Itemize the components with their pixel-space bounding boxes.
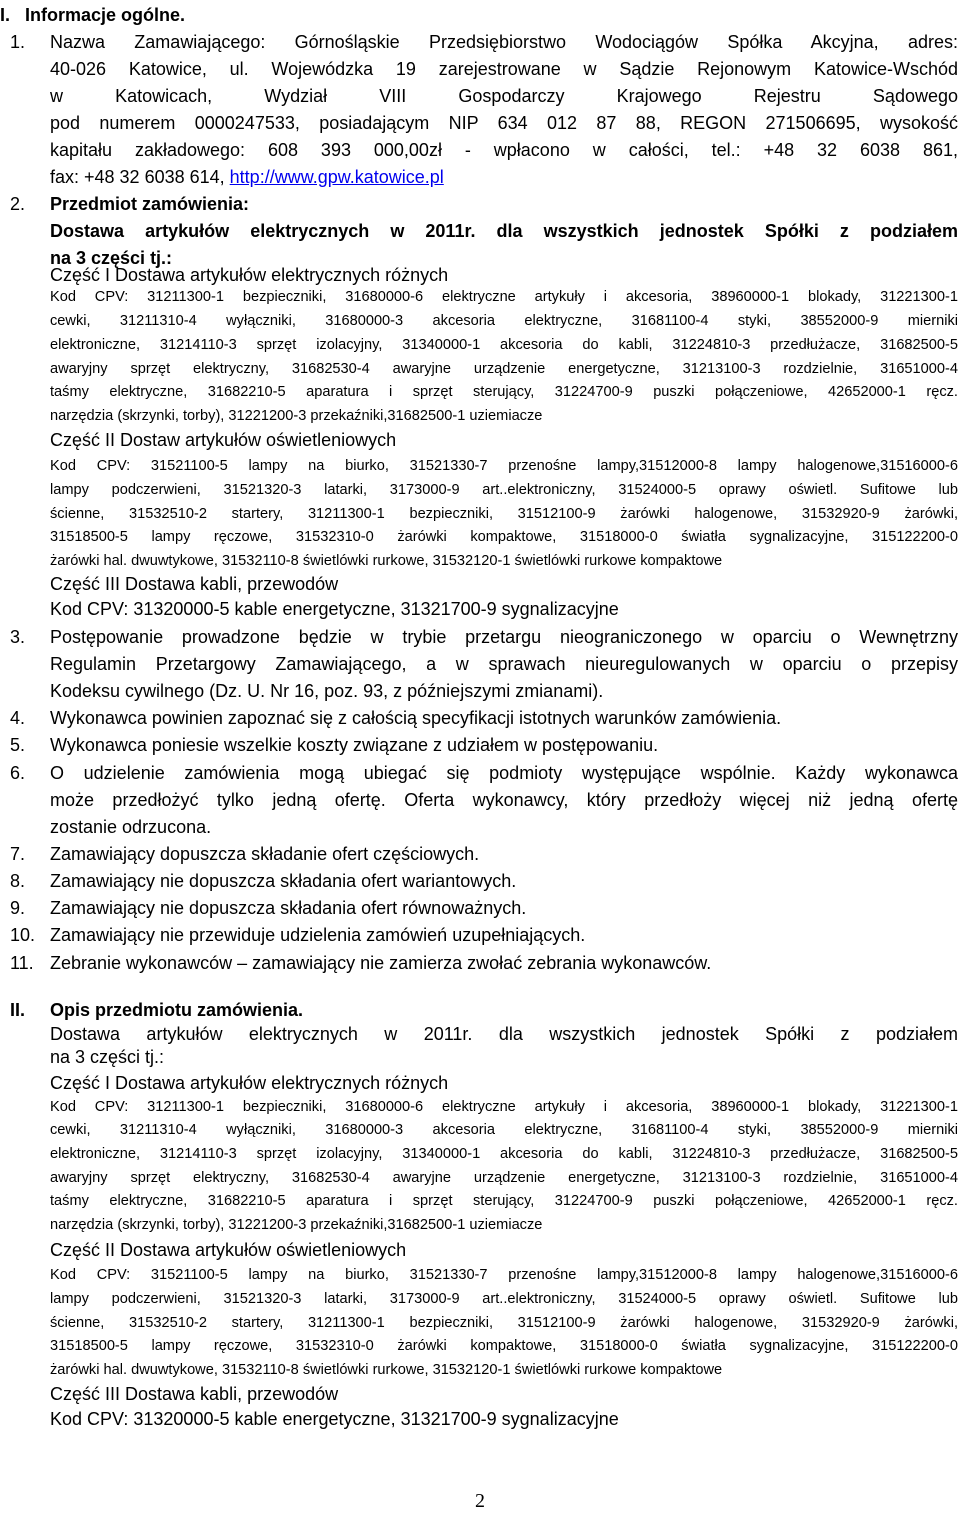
item-5-line: Wykonawca poniesie wszelkie koszty związane z udziałem w postępowaniu. xyxy=(50,735,659,755)
item-6-line: zostanie odrzucona. xyxy=(50,817,212,837)
item-1-line: kapitału zakładowego: 608 393 000,00zł - wpłacono w całości, tel.: +48 32 6038 861, xyxy=(50,140,958,160)
part-1-cpv-line: elektroniczne, 31214110-3 sprzęt izolacyjny, 31340000-1 akcesoria do kabli, 31224810-3 przedłużacze, 31682500-5 xyxy=(50,337,958,353)
section-2-part-2-cpv-line: Kod CPV: 31521100-5 lampy na biurko, 31521330-7 przenośne lampy,31512000-8 lampy halogenowe,31516000-6 xyxy=(50,1267,958,1283)
item-3-line: Regulamin Przetargowy Zamawiającego, a w sprawach nieuregulowanych w oparciu o przepisy xyxy=(50,654,958,674)
part-3-title: Część III Dostawa kabli, przewodów xyxy=(50,574,339,594)
part-2-cpv-line: 31518500-5 lampy ręczowe, 31532310-0 żarówki kompaktowe, 31518000-0 światła sygnalizacyjne, 315122200-0 xyxy=(50,529,958,545)
part-3-cpv-line: Kod CPV: 31320000-5 kable energetyczne, 31321700-9 sygnalizacyjne xyxy=(50,599,619,619)
section-2-part-3-title: Część III Dostawa kabli, przewodów xyxy=(50,1384,339,1404)
item-7-line: Zamawiający dopuszcza składanie ofert częściowych. xyxy=(50,844,480,864)
item-2-number: 2. xyxy=(10,194,26,214)
item-5-number: 5. xyxy=(10,735,26,755)
section-1-heading: Informacje ogólne. xyxy=(25,5,186,25)
fax-number: fax: +48 32 6038 614, xyxy=(50,167,225,187)
item-1-fax-line xyxy=(50,164,444,191)
item-3-line: Kodeksu cywilnego (Dz. U. Nr 16, poz. 93, z późniejszymi zmianami). xyxy=(50,681,604,701)
part-1-cpv-line: taśmy elektryczne, 31682210-5 aparatura i sprzęt sterujący, 31224700-9 puszki połączeniowe, 42652000-1 ręcz. xyxy=(50,384,958,400)
section-2-part-1-cpv-line: elektroniczne, 31214110-3 sprzęt izolacyjny, 31340000-1 akcesoria do kabli, 31224810-3 przedłużacze, 31682500-5 xyxy=(50,1146,958,1162)
item-8-number: 8. xyxy=(10,871,26,891)
section-2-part-2-cpv-line: lampy podczerwieni, 31521320-3 latarki, 3173000-9 art..elektroniczny, 31524000-5 oprawy oświetl. Sufitowe lub xyxy=(50,1291,958,1307)
item-1-line: pod numerem 0000247533, posiadającym NIP 634 012 87 88, REGON 271506695, wysokość xyxy=(50,113,958,133)
website-link[interactable]: http://www.gpw.katowice.pl xyxy=(229,167,444,187)
section-2-part-1-cpv-line: awaryjny sprzęt elektryczny, 31682530-4 awaryjne urządzenie energetyczne, 31213100-3 rozdzielnie, 31651000-4 xyxy=(50,1170,958,1186)
section-1-numeral: I. xyxy=(0,5,11,25)
part-1-cpv-line: awaryjny sprzęt elektryczny, 31682530-4 awaryjne urządzenie energetyczne, 31213100-3 rozdzielnie, 31651000-4 xyxy=(50,361,958,377)
section-2-part-2-cpv-line: żarówki hal. dwuwtykowe, 31532110-8 świetlówki rurkowe, 31532120-1 świetlówki rurkowe kompaktowe xyxy=(50,1362,723,1378)
part-1-cpv-line: Kod CPV: 31211300-1 bezpieczniki, 31680000-6 elektryczne artykuły i akcesoria, 38960000-1 blokady, 31221300-1 xyxy=(50,289,958,305)
item-10-number: 10. xyxy=(10,925,36,945)
section-2-subject-line: na 3 części tj.: xyxy=(50,1047,165,1067)
item-4-number: 4. xyxy=(10,708,26,728)
item-6-line: może przedłożyć tylko jedną ofertę. Oferta wykonawcy, który przedłoży więcej niż jedną ofertę xyxy=(50,790,958,810)
page-number: 2 xyxy=(475,1490,485,1512)
part-2-cpv-line: ścienne, 31532510-2 startery, 31211300-1 bezpieczniki, 31512100-9 żarówki halogenowe, 31532920-9 żarówki, xyxy=(50,506,958,522)
part-2-cpv-line: żarówki hal. dwuwtykowe, 31532110-8 świetlówki rurkowe, 31532120-1 świetlówki rurkowe kompaktowe xyxy=(50,553,723,569)
section-2-part-2-cpv-line: 31518500-5 lampy ręczowe, 31532310-0 żarówki kompaktowe, 31518000-0 światła sygnalizacyjne, 315122200-0 xyxy=(50,1338,958,1354)
part-1-cpv-line: cewki, 31211310-4 wyłączniki, 31680000-3 akcesoria elektryczne, 31681100-4 styki, 38552000-9 mierniki xyxy=(50,313,958,329)
item-4-line: Wykonawca powinien zapoznać się z całością specyfikacji istotnych warunków zamówienia. xyxy=(50,708,782,728)
item-2-subject-line: Dostawa artykułów elektrycznych w 2011r. dla wszystkich jednostek Spółki z podziałem xyxy=(50,221,958,241)
item-6-line: O udzielenie zamówienia mogą ubiegać się podmioty występujące wspólnie. Każdy wykonawca xyxy=(50,763,958,783)
section-2-heading: Opis przedmiotu zamówienia. xyxy=(50,1000,304,1020)
item-2-heading: Przedmiot zamówienia: xyxy=(50,194,250,214)
section-2-numeral: II. xyxy=(10,1000,26,1020)
item-1-line: w Katowicach, Wydział VIII Gospodarczy Krajowego Rejestru Sądowego xyxy=(50,86,958,106)
item-11-number: 11. xyxy=(10,953,34,973)
item-6-number: 6. xyxy=(10,763,26,783)
item-3-line: Postępowanie prowadzone będzie w trybie przetargu nieograniczonego w oparciu o Wewnętrzny xyxy=(50,627,958,647)
item-1-line: Nazwa Zamawiającego: Górnośląskie Przedsiębiorstwo Wodociągów Spółka Akcyjna, adres: xyxy=(50,32,958,52)
item-1-line: 40-026 Katowice, ul. Wojewódzka 19 zarejestrowane w Sądzie Rejonowym Katowice-Wschód xyxy=(50,59,958,79)
item-9-number: 9. xyxy=(10,898,26,918)
section-2-part-1-title: Część I Dostawa artykułów elektrycznych różnych xyxy=(50,1073,449,1093)
part-2-title: Część II Dostaw artykułów oświetleniowych xyxy=(50,430,397,450)
part-1-cpv-line: narzędzia (skrzynki, torby), 31221200-3 przekaźniki,31682500-1 uziemiacze xyxy=(50,408,543,424)
section-2-part-1-cpv-line: narzędzia (skrzynki, torby), 31221200-3 przekaźniki,31682500-1 uziemiacze xyxy=(50,1217,543,1233)
part-2-cpv-line: lampy podczerwieni, 31521320-3 latarki, 3173000-9 art..elektroniczny, 31524000-5 oprawy oświetl. Sufitowe lub xyxy=(50,482,958,498)
item-11-line: Zebranie wykonawców – zamawiający nie zamierza zwołać zebrania wykonawców. xyxy=(50,953,712,973)
item-7-number: 7. xyxy=(10,844,26,864)
part-1-title: Część I Dostawa artykułów elektrycznych różnych xyxy=(50,265,449,285)
item-1-number: 1. xyxy=(10,32,26,52)
section-2-part-2-title: Część II Dostawa artykułów oświetleniowych xyxy=(50,1240,407,1260)
section-2-part-2-cpv-line: ścienne, 31532510-2 startery, 31211300-1 bezpieczniki, 31512100-9 żarówki halogenowe, 31532920-9 żarówki, xyxy=(50,1315,958,1331)
item-8-line: Zamawiający nie dopuszcza składania ofert wariantowych. xyxy=(50,871,517,891)
section-2-subject-line: Dostawa artykułów elektrycznych w 2011r. dla wszystkich jednostek Spółki z podziałem xyxy=(50,1024,958,1044)
item-10-line: Zamawiający nie przewiduje udzielenia zamówień uzupełniających. xyxy=(50,925,586,945)
section-2-part-1-cpv-line: Kod CPV: 31211300-1 bezpieczniki, 31680000-6 elektryczne artykuły i akcesoria, 38960000-1 blokady, 31221300-1 xyxy=(50,1099,958,1115)
item-2-subject-line: na 3 części tj.: xyxy=(50,248,173,268)
section-2-part-1-cpv-line: taśmy elektryczne, 31682210-5 aparatura i sprzęt sterujący, 31224700-9 puszki połączeniowe, 42652000-1 ręcz. xyxy=(50,1193,958,1209)
item-3-number: 3. xyxy=(10,627,26,647)
part-2-cpv-line: Kod CPV: 31521100-5 lampy na biurko, 31521330-7 przenośne lampy,31512000-8 lampy halogenowe,31516000-6 xyxy=(50,458,958,474)
item-9-line: Zamawiający nie dopuszcza składania ofert równoważnych. xyxy=(50,898,527,918)
section-2-part-3-cpv-line: Kod CPV: 31320000-5 kable energetyczne, 31321700-9 sygnalizacyjne xyxy=(50,1409,619,1429)
section-2-part-1-cpv-line: cewki, 31211310-4 wyłączniki, 31680000-3 akcesoria elektryczne, 31681100-4 styki, 38552000-9 mierniki xyxy=(50,1122,958,1138)
